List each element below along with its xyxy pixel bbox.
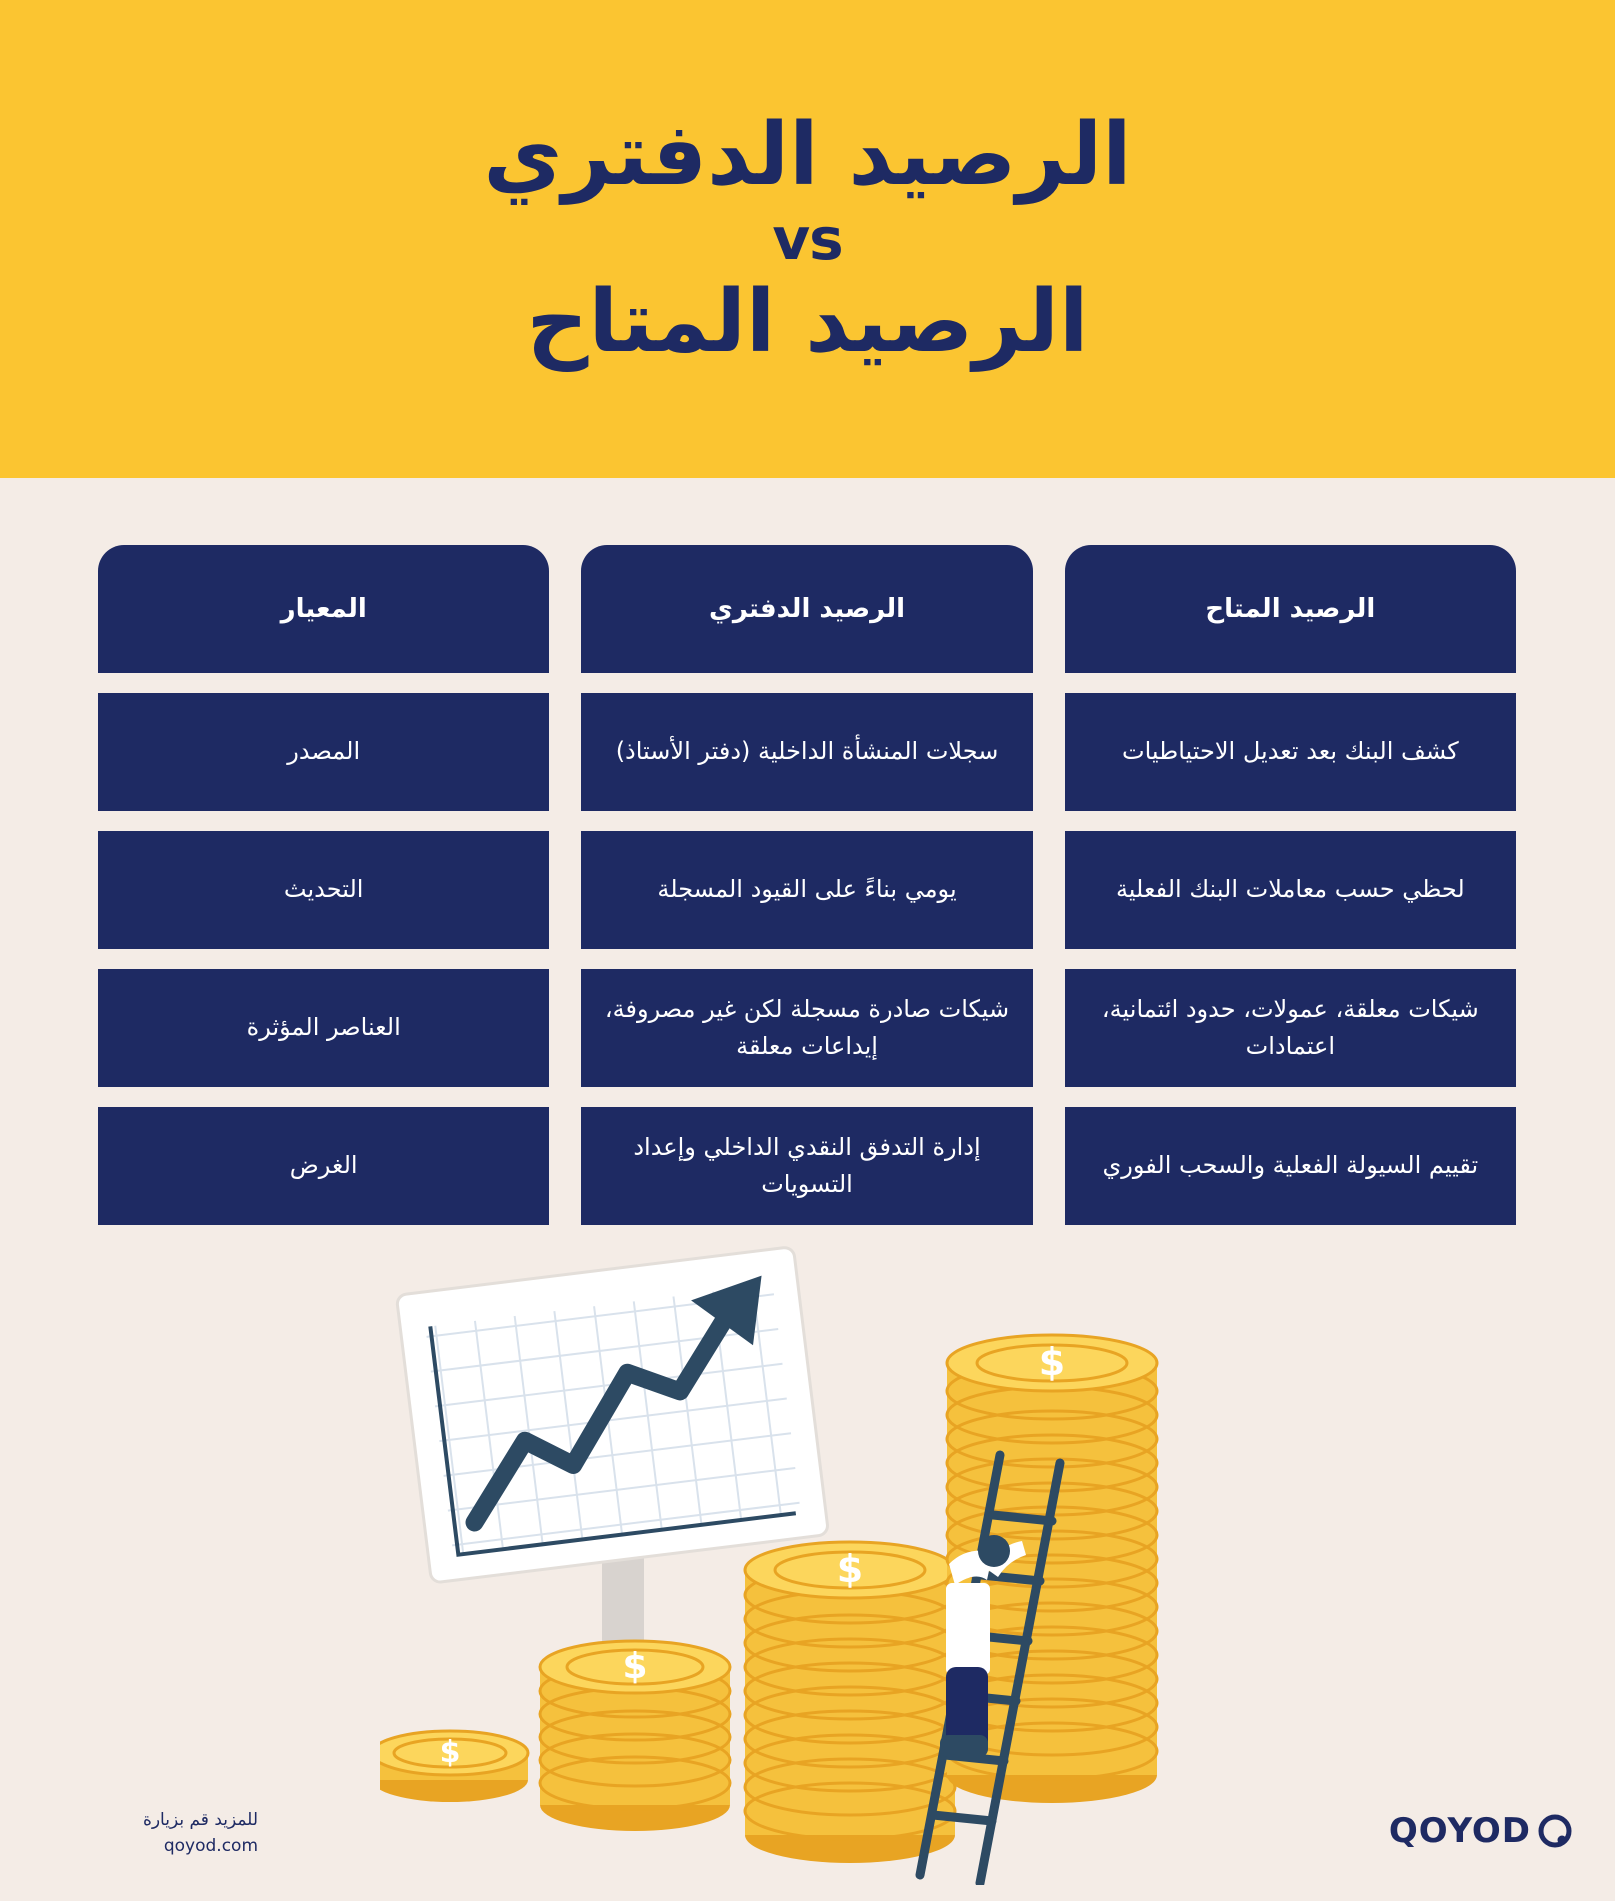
column-header-criterion: المعيار — [98, 545, 549, 673]
svg-text:$: $ — [836, 1547, 864, 1591]
footer-cta-link[interactable]: qoyod.com — [163, 1835, 258, 1856]
coin-stack-small-icon — [380, 1731, 528, 1802]
column-header-available: الرصيد المتاح — [1065, 545, 1516, 673]
table-cell: المصدر — [98, 693, 549, 811]
page-title-vs: vs — [772, 204, 843, 273]
table-cell: التحديث — [98, 831, 549, 949]
table-cell: تقييم السيولة الفعلية والسحب الفوري — [1065, 1107, 1516, 1225]
table-cell: العناصر المؤثرة — [98, 969, 549, 1087]
table-cell: إدارة التدفق النقدي الداخلي وإعداد التسويات — [581, 1107, 1032, 1225]
rising-chart-icon — [396, 1247, 828, 1584]
table-cell: الغرض — [98, 1107, 549, 1225]
comparison-table — [98, 545, 1516, 1225]
header-banner — [0, 0, 1615, 478]
table-cell: كشف البنك بعد تعديل الاحتياطيات — [1065, 693, 1516, 811]
svg-text:$: $ — [622, 1646, 648, 1687]
column-header-book: الرصيد الدفتري — [581, 545, 1032, 673]
table-cell: لحظي حسب معاملات البنك الفعلية — [1065, 831, 1516, 949]
table-column-criterion — [98, 545, 549, 1225]
page-title-line2: الرصيد المتاح — [526, 272, 1089, 373]
table-column-available — [1065, 545, 1516, 1225]
qoyod-mark-icon — [1537, 1813, 1573, 1849]
brand-logo — [1389, 1811, 1573, 1851]
coin-stack-tall-icon — [745, 1542, 955, 1863]
table-cell: سجلات المنشأة الداخلية (دفتر الأستاذ) — [581, 693, 1032, 811]
table-cell: شيكات صادرة مسجلة لكن غير مصروفة، إيداعات معلقة — [581, 969, 1032, 1087]
table-column-book — [581, 545, 1032, 1225]
footer-cta-line1: للمزيد قم بزيارة — [142, 1810, 258, 1830]
svg-text:$: $ — [439, 1735, 461, 1770]
svg-text:$: $ — [1038, 1340, 1066, 1384]
page-title-line1: الرصيد الدفتري — [483, 105, 1132, 206]
coin-stack-medium-icon — [540, 1641, 730, 1831]
table-cell: يومي بناءً على القيود المسجلة — [581, 831, 1032, 949]
table-cell: شيكات معلقة، عمولات، حدود ائتمانية، اعتمادات — [1065, 969, 1516, 1087]
brand-name: QOYOD — [1388, 1811, 1531, 1851]
illustration-group — [380, 1215, 1260, 1885]
footer-cta — [28, 1808, 258, 1859]
